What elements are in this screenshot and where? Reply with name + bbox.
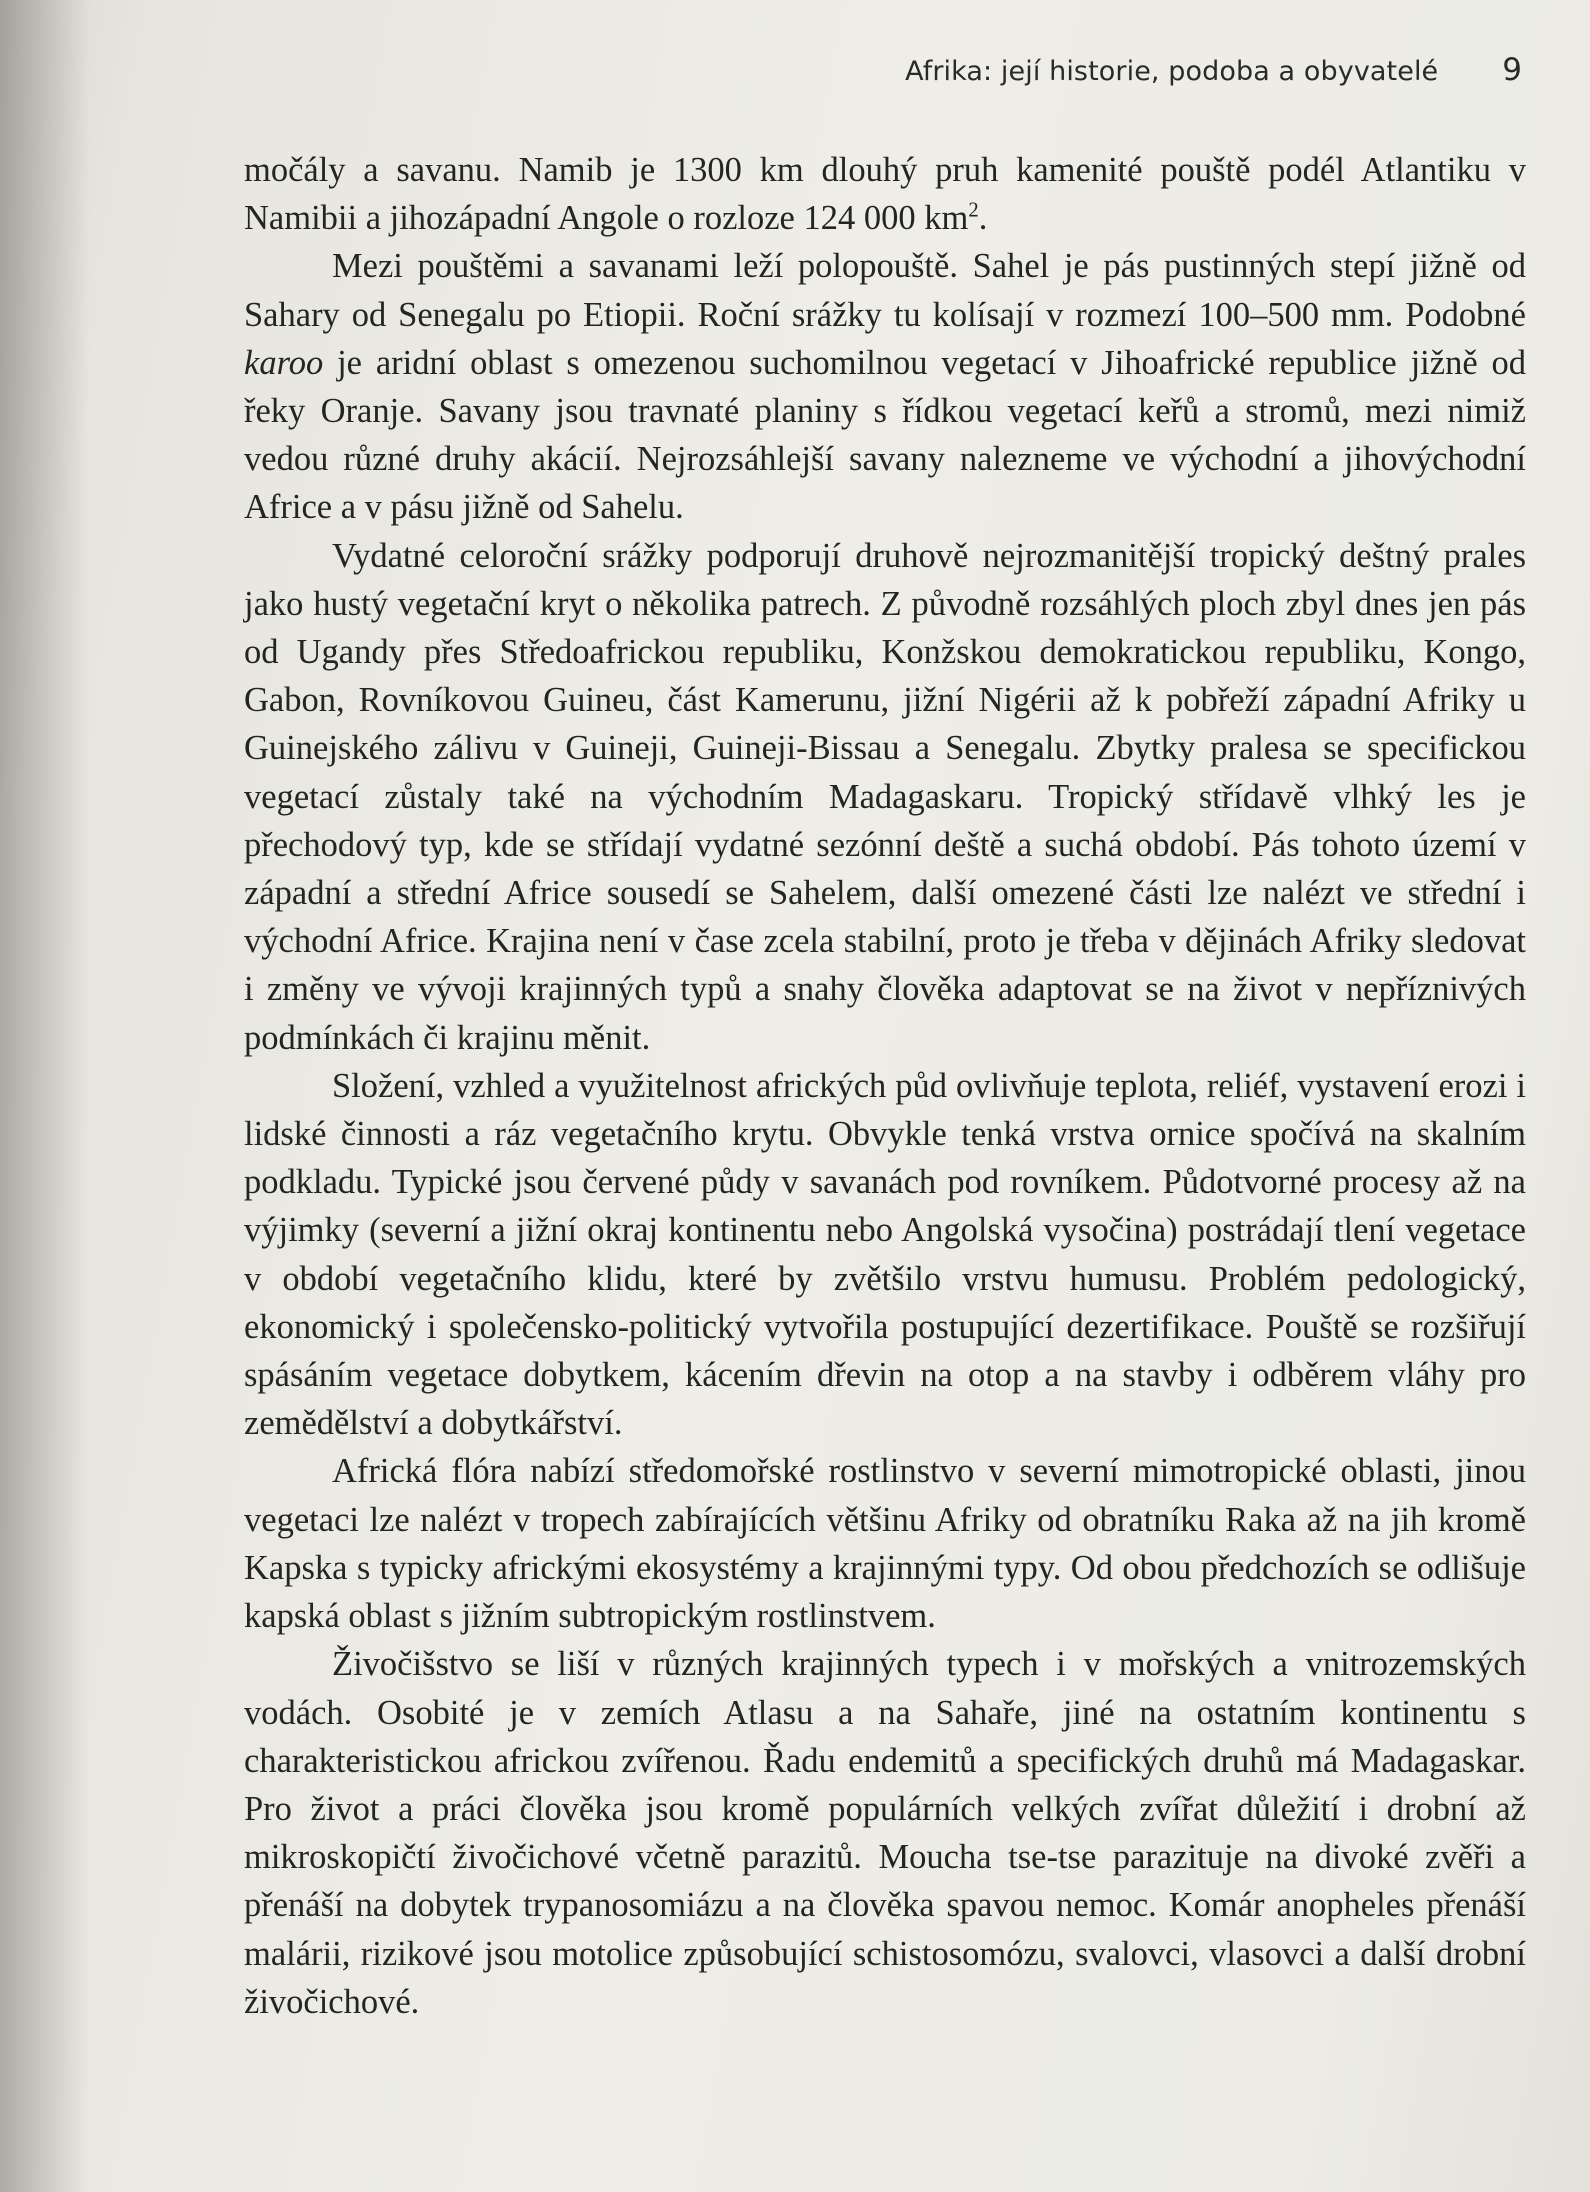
paragraph-2 — [244, 242, 1526, 531]
italic-term-karoo: karoo — [244, 343, 324, 382]
running-title: Afrika: její historie, podoba a obyvatelé — [905, 56, 1439, 87]
superscript-squared: 2 — [968, 199, 979, 222]
paragraph-2-text-end: je aridní oblast s omezenou suchomilnou vegetací v Jihoafrické republice jižně od řeky Oranje. Savany jsou travnaté planiny s řídkou vegetací keřů a stromů, mezi nimiž vedou různé druhy akácií. Nejrozsáhlejší savany nalezneme ve východní a jihovýchodní Africe a v pásu jižně od Sahelu. — [244, 343, 1526, 527]
paragraph-3: Vydatné celoroční srážky podporují druhově nejrozmanitější tropický deštný prales jako hustý vegetační kryt o několika patrech. Z původně rozsáhlých ploch zbyl dnes jen pás od Ugandy přes Středoafrickou republiku, Konžskou demokratickou republiku, Kongo, Gabon, Rovníkovou Guineu, část Kamerunu, jižní Nigérii až k pobřeží západní Afriky u Guinejského zálivu v Guineji, Guineji-Bissau a Senegalu. Zbytky pralesa se specifickou vegetací zůstaly také na východním Madagaskaru. Tropický střídavě vlhký les je přechodový typ, kde se střídají vydatné sezónní deště a suchá období. Pás tohoto území v západní a střední Africe sousedí se Sahelem, další omezené části lze nalézt ve střední i východní Africe. Krajina není v čase zcela stabilní, proto je třeba v dějinách Afriky sledovat i změny ve vývoji krajinných typů a snahy člověka adaptovat se na život v nepříznivých podmínkách či krajinu měnit. — [244, 536, 1526, 1057]
paragraph-4: Složení, vzhled a využitelnost afrických půd ovlivňuje teplota, reliéf, vystavení erozi i lidské činnosti a ráz vegetačního krytu. Obvykle tenká vrstva ornice spočívá na skalním podkladu. Typické jsou červené půdy v savanách pod rovníkem. Půdotvorné procesy až na výjimky (severní a jižní okraj kontinentu nebo Angolská vysočina) postrádají tlení vegetace v období vegetačního klidu, které by zvětšilo vrstvu humusu. Problém pedologický, ekonomický i společensko-politický vytvořila postupující dezertifikace. Pouště se rozšiřují spásáním vegetace dobytkem, kácením dřevin na otop a na stavby i odběrem vláhy pro zemědělství a dobytkářství. — [244, 1066, 1526, 1443]
paragraph-1 — [244, 146, 1526, 242]
paragraph-2-text-start: Mezi pouštěmi a savanami leží polopouště. Sahel je pás pustinných stepí jižně od Sahary od Senegalu po Etiopii. Roční srážky tu kolísají v rozmezí 100–500 mm. Podobné — [244, 247, 1526, 334]
paragraph-5: Africká flóra nabízí středomořské rostlinstvo v severní mimotropické oblasti, jinou vegetaci lze nalézt v tropech zabírajících většinu Afriky od obratníku Raka až na jih kromě Kapska s typicky africkými ekosystémy a krajinnými typy. Od obou předchozích se odlišuje kapská oblast s jižním subtropickým rostlinstvem. — [244, 1452, 1526, 1636]
page-number: 9 — [1502, 52, 1522, 88]
paragraph-6: Živočišstvo se liší v různých krajinných typech i v mořských a vnitrozemských vodách. Osobité je v zemích Atlasu a na Sahaře, jiné na ostatním kontinentu s charakteristickou africkou zvířenou. Řadu endemitů a specifických druhů má Madagaskar. Pro život a práci člověka jsou kromě populárních velkých zvířat důležití i drobní až mikroskopičtí živočichové včetně parazitů. Moucha tse-tse parazituje na divoké zvěři a přenáší na dobytek trypanosomiázu a na člověka spavou nemoc. Komár anopheles přenáší malárii, rizikové jsou motolice způsobující schistosomózu, svalovci, vlasovci a další drobní živočichové. — [244, 1645, 1526, 2021]
running-header — [905, 52, 1522, 88]
paragraph-1-end: . — [978, 199, 988, 238]
paragraph-1-text: močály a savanu. Namib je 1300 km dlouhý pruh kamenité pouště podél Atlantiku v Namibii a jihozápadní Angole o rozloze 124 000 km — [244, 151, 1526, 238]
body-text — [244, 146, 1526, 2026]
